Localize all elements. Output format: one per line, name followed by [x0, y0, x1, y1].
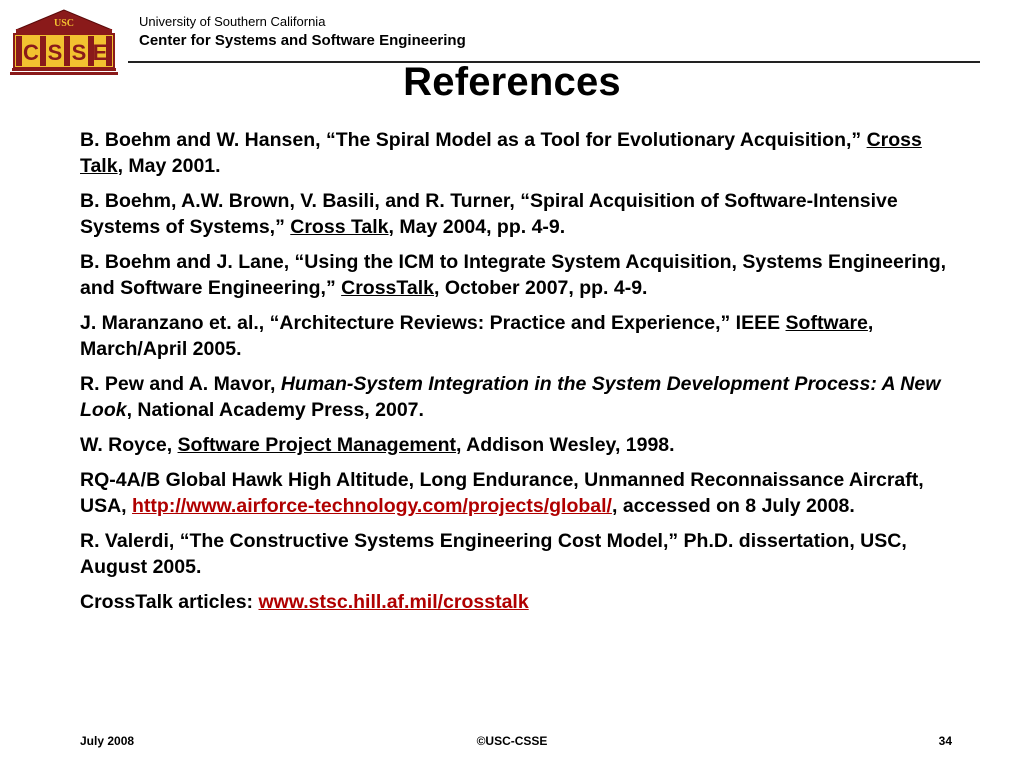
reference-publication-title: Cross Talk: [80, 129, 922, 177]
reference-publication-title: Cross Talk: [290, 216, 389, 238]
footer-copyright: ©USC-CSSE: [476, 734, 548, 748]
reference-text: W. Royce,: [80, 434, 178, 456]
logo-usc-text: USC: [53, 18, 75, 29]
reference-text: R. Pew and A. Mavor,: [80, 373, 281, 395]
reference-publication-title: Software: [785, 312, 868, 334]
references-list: [80, 127, 960, 624]
reference-item: [80, 589, 960, 615]
reference-text-end: , May 2004, pp. 4-9.: [388, 216, 566, 238]
reference-publication-title: CrossTalk: [341, 277, 434, 299]
reference-item: [80, 188, 960, 240]
footer-page-number: 34: [938, 734, 952, 748]
reference-item: [80, 310, 960, 362]
logo-letter-s1: S: [47, 40, 63, 65]
slide-title: References: [403, 60, 621, 104]
reference-text: RQ-4A/B Global Hawk High Altitude, Long Endurance, Unmanned Reconnaissance Aircraft, USA,: [80, 469, 924, 517]
reference-text: B. Boehm and J. Lane, “Using the ICM to Integrate System Acquisition, Systems Engineering, and Software Engineering,”: [80, 251, 947, 299]
reference-item: [80, 432, 960, 458]
reference-item: [80, 371, 960, 423]
reference-text-end: , accessed on 8 July 2008.: [611, 495, 855, 517]
reference-text: R. Valerdi, “The Constructive Systems Engineering Cost Model,” Ph.D. dissertation, USC, August 2005.: [80, 530, 907, 578]
reference-item: [80, 249, 960, 301]
reference-italic-title: Human-System Integration in the System Development Process: A New Look: [80, 373, 941, 421]
reference-item: [80, 467, 960, 519]
logo-letter-s2: S: [71, 40, 87, 65]
reference-text-end: , May 2001.: [117, 155, 221, 177]
reference-text-end: , March/April 2005.: [80, 312, 874, 360]
reference-text-end: , October 2007, pp. 4-9.: [433, 277, 648, 299]
reference-publication-title: Software Project Management: [177, 434, 457, 456]
reference-text-end: , National Academy Press, 2007.: [126, 399, 424, 421]
footer-date: July 2008: [80, 734, 135, 748]
reference-text: B. Boehm, A.W. Brown, V. Basili, and R. Turner, “Spiral Acquisition of Software-Intensive Systems of Systems,”: [80, 190, 898, 238]
reference-item: [80, 528, 960, 580]
reference-text: CrossTalk articles:: [80, 591, 259, 613]
reference-item: [80, 127, 960, 179]
reference-text: J. Maranzano et. al., “Architecture Reviews: Practice and Experience,” IEEE: [80, 312, 786, 334]
reference-link[interactable]: www.stsc.hill.af.mil/crosstalk: [258, 591, 529, 613]
university-name: University of Southern California: [139, 14, 326, 29]
logo-letter-c: C: [23, 40, 39, 65]
center-name: Center for Systems and Software Engineering: [139, 32, 466, 49]
reference-text-end: , Addison Wesley, 1998.: [456, 434, 675, 456]
reference-link[interactable]: http://www.airforce-technology.com/projects/global/: [132, 495, 612, 517]
reference-text: B. Boehm and W. Hansen, “The Spiral Model as a Tool for Evolutionary Acquisition,”: [80, 129, 867, 151]
logo-letter-e: E: [92, 40, 108, 65]
